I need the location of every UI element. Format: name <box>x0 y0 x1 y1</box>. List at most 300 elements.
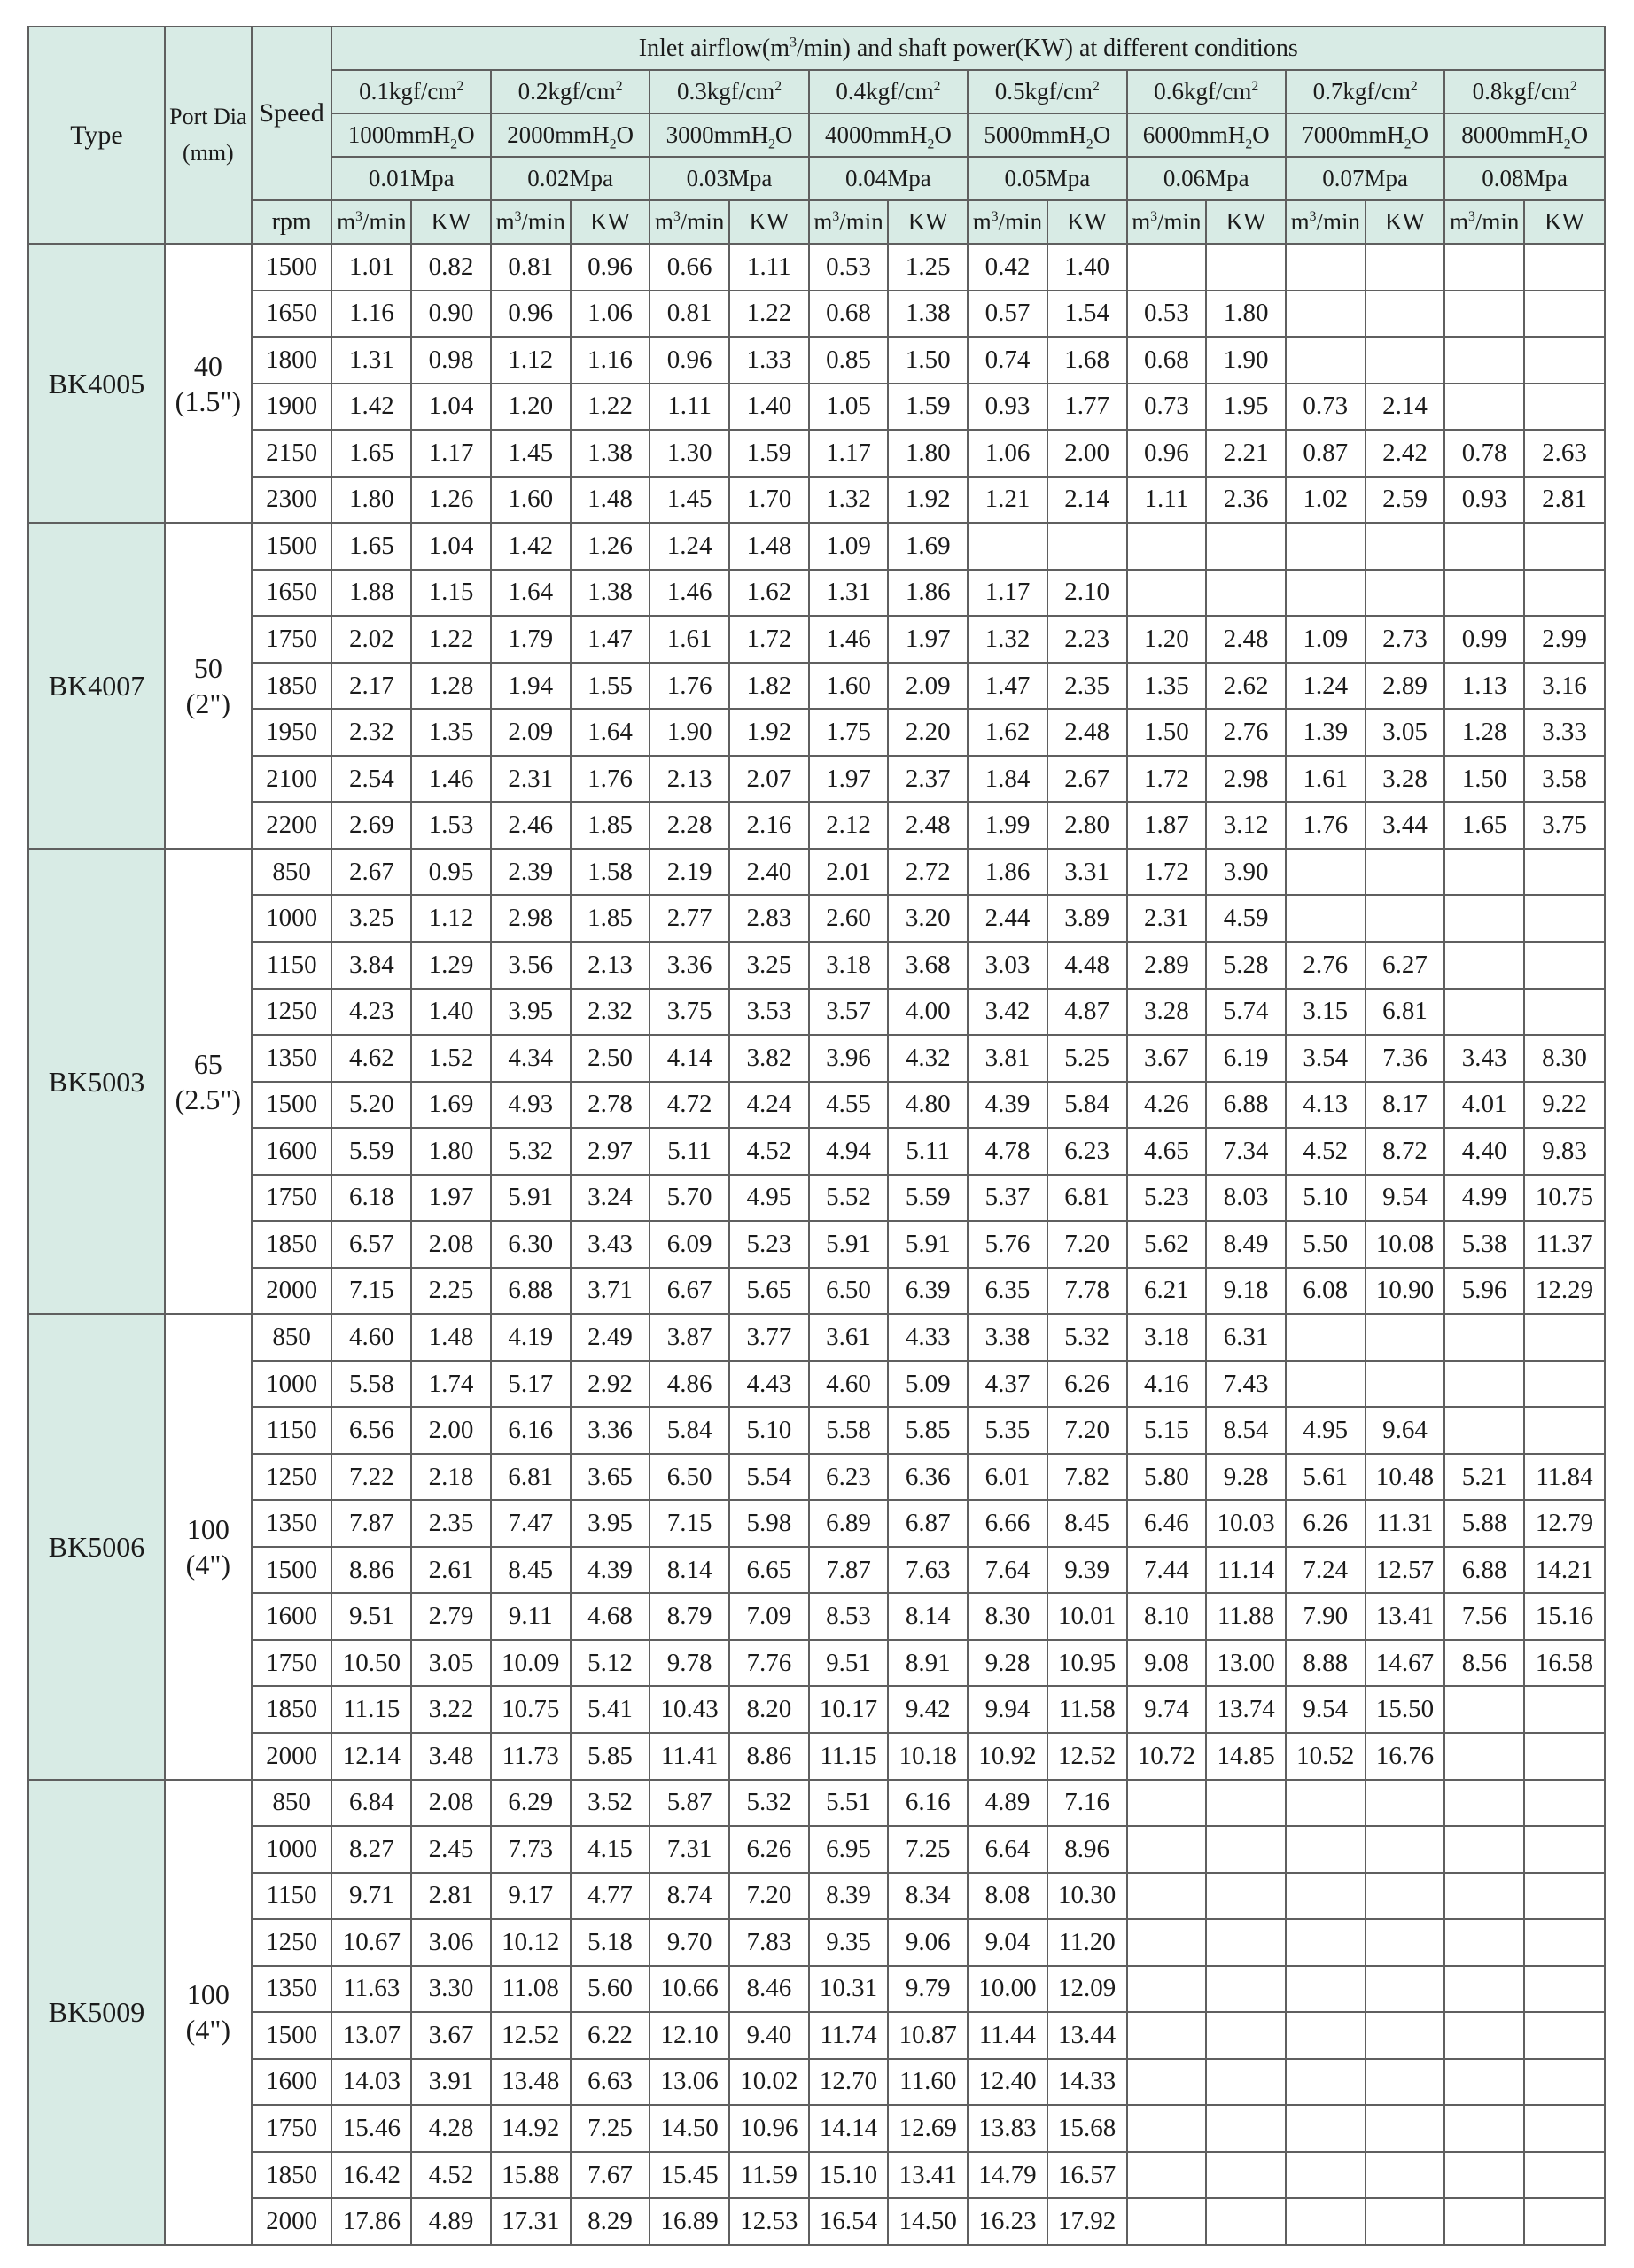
table-row <box>28 1873 1605 1920</box>
airflow-cell <box>1444 291 1524 338</box>
power-cell: 12.79 <box>1524 1500 1605 1547</box>
speed-cell: 850 <box>252 849 332 896</box>
power-cell: 14.33 <box>1047 2059 1127 2106</box>
airflow-cell: 10.09 <box>491 1640 571 1687</box>
speed-cell: 1650 <box>252 570 332 617</box>
power-cell: 6.31 <box>1206 1314 1286 1361</box>
power-cell: 1.28 <box>411 663 491 710</box>
airflow-cell: 2.31 <box>491 756 571 803</box>
airflow-cell <box>1286 1314 1366 1361</box>
power-cell: 1.38 <box>888 291 968 338</box>
power-cell: 4.80 <box>888 1082 968 1129</box>
airflow-cell <box>1286 337 1366 384</box>
airflow-cell: 1.62 <box>968 709 1047 756</box>
airflow-cell: 5.58 <box>809 1407 889 1454</box>
flow-unit-sup: 3 <box>991 209 999 224</box>
power-cell <box>1366 2059 1445 2106</box>
model-type-cell: BK4007 <box>28 523 165 849</box>
airflow-cell: 2.19 <box>650 849 729 896</box>
airflow-cell: 3.84 <box>331 942 411 989</box>
airflow-cell: 9.17 <box>491 1873 571 1920</box>
table-row <box>28 1175 1605 1222</box>
speed-cell: 1350 <box>252 1035 332 1082</box>
table-row <box>28 430 1605 477</box>
power-cell: 4.52 <box>729 1128 809 1175</box>
airflow-cell: 7.87 <box>331 1500 411 1547</box>
airflow-cell: 1.32 <box>809 477 889 524</box>
power-cell <box>1524 1686 1605 1733</box>
table-title-sup: 3 <box>790 34 798 50</box>
airflow-cell: 1.20 <box>1127 616 1207 663</box>
power-cell: 4.77 <box>571 1873 650 1920</box>
power-cell: 2.78 <box>571 1082 650 1129</box>
superscript-2: 2 <box>1569 79 1577 94</box>
speed-cell: 1000 <box>252 895 332 942</box>
airflow-cell: 1.11 <box>1127 477 1207 524</box>
airflow-cell <box>1444 2059 1524 2106</box>
flow-unit-sup: 3 <box>1309 209 1317 224</box>
airflow-cell: 1.24 <box>650 523 729 570</box>
power-cell: 10.01 <box>1047 1593 1127 1640</box>
airflow-cell: 3.57 <box>809 989 889 1036</box>
airflow-cell <box>1444 1966 1524 2013</box>
superscript-2: 2 <box>1093 79 1100 94</box>
airflow-cell: 9.51 <box>331 1593 411 1640</box>
flow-unit-header <box>650 200 729 244</box>
airflow-cell: 10.50 <box>331 1640 411 1687</box>
airflow-cell: 5.11 <box>650 1128 729 1175</box>
airflow-cell <box>1286 1361 1366 1408</box>
airflow-cell: 2.60 <box>809 895 889 942</box>
airflow-cell: 10.17 <box>809 1686 889 1733</box>
condition-mpa-header: 0.03Mpa <box>650 157 808 200</box>
airflow-cell: 2.13 <box>650 756 729 803</box>
airflow-cell: 2.54 <box>331 756 411 803</box>
airflow-cell: 3.95 <box>491 989 571 1036</box>
airflow-cell: 10.00 <box>968 1966 1047 2013</box>
airflow-cell: 1.12 <box>491 337 571 384</box>
power-cell: 2.00 <box>1047 430 1127 477</box>
condition-kgf-header <box>331 70 490 113</box>
power-cell: 2.23 <box>1047 616 1127 663</box>
speed-cell: 1750 <box>252 2105 332 2152</box>
airflow-cell: 1.65 <box>1444 802 1524 849</box>
power-cell: 10.90 <box>1366 1268 1445 1315</box>
power-cell <box>1524 1361 1605 1408</box>
letter-o: O <box>1252 121 1270 148</box>
speed-cell: 1150 <box>252 1407 332 1454</box>
power-cell: 6.26 <box>1047 1361 1127 1408</box>
airflow-cell: 3.38 <box>968 1314 1047 1361</box>
airflow-cell: 2.69 <box>331 802 411 849</box>
flow-unit-per-min: /min <box>521 208 565 235</box>
airflow-cell: 7.56 <box>1444 1593 1524 1640</box>
speed-cell: 1600 <box>252 2059 332 2106</box>
condition-mmh2o-label: 1000mmH <box>347 121 451 148</box>
airflow-cell <box>1444 523 1524 570</box>
airflow-cell: 1.99 <box>968 802 1047 849</box>
airflow-cell: 4.60 <box>331 1314 411 1361</box>
flow-unit-header <box>491 200 571 244</box>
power-cell: 1.90 <box>1206 337 1286 384</box>
power-cell: 4.00 <box>888 989 968 1036</box>
airflow-cell: 2.67 <box>331 849 411 896</box>
table-row <box>28 802 1605 849</box>
table-row <box>28 1826 1605 1873</box>
superscript-2: 2 <box>615 79 623 94</box>
airflow-cell: 1.72 <box>1127 756 1207 803</box>
airflow-cell <box>1444 2012 1524 2059</box>
airflow-cell: 4.62 <box>331 1035 411 1082</box>
power-cell: 5.23 <box>729 1221 809 1268</box>
power-cell: 2.36 <box>1206 477 1286 524</box>
power-cell: 4.24 <box>729 1082 809 1129</box>
airflow-cell <box>1286 570 1366 617</box>
speed-cell: 1500 <box>252 523 332 570</box>
power-cell: 7.43 <box>1206 1361 1286 1408</box>
airflow-cell: 5.17 <box>491 1361 571 1408</box>
speed-cell: 1000 <box>252 1826 332 1873</box>
condition-mmh2o-label: 3000mmH <box>665 121 769 148</box>
airflow-cell: 1.42 <box>491 523 571 570</box>
letter-o: O <box>457 121 475 148</box>
airflow-cell: 1.60 <box>491 477 571 524</box>
table-header <box>28 27 1605 244</box>
power-cell: 2.50 <box>571 1035 650 1082</box>
table-row <box>28 1593 1605 1640</box>
power-cell: 2.16 <box>729 802 809 849</box>
power-cell: 1.06 <box>571 291 650 338</box>
power-cell: 13.41 <box>1366 1593 1445 1640</box>
flow-unit-sup: 3 <box>514 209 522 224</box>
condition-mmh2o-label: 7000mmH <box>1302 121 1404 148</box>
airflow-cell: 6.35 <box>968 1268 1047 1315</box>
subscript-2: 2 <box>768 136 775 152</box>
power-cell: 6.22 <box>571 2012 650 2059</box>
condition-mpa-header: 0.07Mpa <box>1286 157 1444 200</box>
table-row <box>28 477 1605 524</box>
power-cell: 3.52 <box>571 1780 650 1827</box>
power-cell <box>1524 895 1605 942</box>
airflow-cell: 3.43 <box>1444 1035 1524 1082</box>
power-cell: 5.74 <box>1206 989 1286 1036</box>
power-cell <box>1366 2152 1445 2199</box>
power-cell: 1.92 <box>729 709 809 756</box>
airflow-cell <box>1444 1314 1524 1361</box>
power-cell: 4.95 <box>729 1175 809 1222</box>
power-cell: 7.20 <box>1047 1407 1127 1454</box>
power-cell: 15.50 <box>1366 1686 1445 1733</box>
power-cell <box>1524 1826 1605 1873</box>
power-cell: 2.09 <box>888 663 968 710</box>
power-cell: 6.27 <box>1366 942 1445 989</box>
airflow-cell: 3.54 <box>1286 1035 1366 1082</box>
flow-unit-sup: 3 <box>355 209 362 224</box>
subscript-2: 2 <box>1245 136 1253 152</box>
subscript-2: 2 <box>1404 136 1412 152</box>
table-row <box>28 1407 1605 1454</box>
airflow-cell: 6.26 <box>1286 1500 1366 1547</box>
flow-unit-m: m <box>654 208 673 235</box>
power-cell: 3.33 <box>1524 709 1605 756</box>
airflow-cell <box>1127 2012 1207 2059</box>
airflow-cell: 8.45 <box>491 1547 571 1594</box>
airflow-cell: 2.02 <box>331 616 411 663</box>
power-cell <box>1366 1966 1445 2013</box>
power-cell: 6.23 <box>1047 1128 1127 1175</box>
airflow-cell: 1.80 <box>331 477 411 524</box>
speed-cell: 1750 <box>252 1175 332 1222</box>
power-cell: 7.78 <box>1047 1268 1127 1315</box>
speed-cell: 1850 <box>252 2152 332 2199</box>
power-cell: 3.31 <box>1047 849 1127 896</box>
power-cell: 0.96 <box>571 244 650 291</box>
port-dia-unit: (mm) <box>182 139 234 166</box>
table-row <box>28 1128 1605 1175</box>
speed-cell: 1750 <box>252 616 332 663</box>
speed-cell: 1900 <box>252 384 332 431</box>
table-row <box>28 2105 1605 2152</box>
power-cell: 16.57 <box>1047 2152 1127 2199</box>
power-cell: 12.53 <box>729 2198 809 2245</box>
table-row <box>28 1547 1605 1594</box>
airflow-cell: 0.99 <box>1444 616 1524 663</box>
power-cell: 12.52 <box>1047 1733 1127 1780</box>
condition-kgf-label: 0.7kgf/cm <box>1312 78 1411 105</box>
airflow-cell: 9.28 <box>968 1640 1047 1687</box>
condition-kgf-label: 0.2kgf/cm <box>517 78 616 105</box>
power-cell: 3.95 <box>571 1500 650 1547</box>
speed-cell: 1350 <box>252 1500 332 1547</box>
airflow-cell <box>1127 570 1207 617</box>
power-cell <box>1366 1314 1445 1361</box>
airflow-cell: 15.10 <box>809 2152 889 2199</box>
power-unit-header: KW <box>411 200 491 244</box>
power-cell: 1.72 <box>729 616 809 663</box>
airflow-cell: 10.66 <box>650 1966 729 2013</box>
table-row <box>28 756 1605 803</box>
power-cell: 12.09 <box>1047 1966 1127 2013</box>
power-cell: 4.48 <box>1047 942 1127 989</box>
condition-mpa-header: 0.05Mpa <box>968 157 1126 200</box>
airflow-cell: 10.52 <box>1286 1733 1366 1780</box>
power-cell <box>1366 244 1445 291</box>
airflow-cell: 0.78 <box>1444 430 1524 477</box>
airflow-cell: 4.26 <box>1127 1082 1207 1129</box>
airflow-cell: 4.65 <box>1127 1128 1207 1175</box>
airflow-cell: 1.17 <box>809 430 889 477</box>
speed-cell: 1500 <box>252 1082 332 1129</box>
power-cell: 6.81 <box>1366 989 1445 1036</box>
power-cell: 1.22 <box>729 291 809 338</box>
airflow-cell: 7.44 <box>1127 1547 1207 1594</box>
airflow-cell <box>1127 2198 1207 2245</box>
letter-o: O <box>774 121 793 148</box>
port-dia-cell <box>165 523 252 849</box>
power-cell: 14.21 <box>1524 1547 1605 1594</box>
airflow-cell <box>1127 1780 1207 1827</box>
power-cell: 10.18 <box>888 1733 968 1780</box>
airflow-cell: 9.74 <box>1127 1686 1207 1733</box>
airflow-cell: 4.19 <box>491 1314 571 1361</box>
airflow-cell <box>1127 2059 1207 2106</box>
power-cell: 0.90 <box>411 291 491 338</box>
power-cell: 3.91 <box>411 2059 491 2106</box>
airflow-cell <box>1286 2198 1366 2245</box>
airflow-cell: 1.35 <box>1127 663 1207 710</box>
airflow-cell: 1.46 <box>650 570 729 617</box>
airflow-cell: 13.48 <box>491 2059 571 2106</box>
power-cell: 6.63 <box>571 2059 650 2106</box>
speed-cell: 1950 <box>252 709 332 756</box>
airflow-cell: 3.15 <box>1286 989 1366 1036</box>
airflow-cell: 1.02 <box>1286 477 1366 524</box>
power-cell <box>1366 523 1445 570</box>
table-row <box>28 895 1605 942</box>
power-cell <box>1366 1826 1445 1873</box>
airflow-cell: 4.78 <box>968 1128 1047 1175</box>
power-cell: 3.68 <box>888 942 968 989</box>
power-cell: 1.38 <box>571 430 650 477</box>
power-cell: 8.30 <box>1524 1035 1605 1082</box>
power-cell: 1.50 <box>888 337 968 384</box>
power-cell: 1.62 <box>729 570 809 617</box>
power-cell: 1.04 <box>411 523 491 570</box>
power-cell: 1.48 <box>571 477 650 524</box>
airflow-cell <box>1444 570 1524 617</box>
airflow-cell: 7.15 <box>331 1268 411 1315</box>
power-cell: 2.18 <box>411 1454 491 1501</box>
power-cell: 5.98 <box>729 1500 809 1547</box>
power-cell: 8.72 <box>1366 1128 1445 1175</box>
airflow-cell: 4.40 <box>1444 1128 1524 1175</box>
speed-cell: 1600 <box>252 1128 332 1175</box>
power-cell: 17.92 <box>1047 2198 1127 2245</box>
power-cell: 5.85 <box>571 1733 650 1780</box>
airflow-cell: 5.76 <box>968 1221 1047 1268</box>
airflow-cell <box>1444 849 1524 896</box>
flow-unit-per-min: /min <box>1157 208 1202 235</box>
power-cell: 1.40 <box>1047 244 1127 291</box>
airflow-cell: 6.50 <box>650 1454 729 1501</box>
subscript-2: 2 <box>1085 136 1093 152</box>
power-cell: 2.14 <box>1366 384 1445 431</box>
power-cell: 1.26 <box>571 523 650 570</box>
airflow-cell: 1.46 <box>809 616 889 663</box>
power-cell <box>1366 337 1445 384</box>
power-cell <box>1206 244 1286 291</box>
airflow-cell: 5.35 <box>968 1407 1047 1454</box>
airflow-cell: 3.87 <box>650 1314 729 1361</box>
power-cell: 7.25 <box>571 2105 650 2152</box>
airflow-cell <box>1444 1780 1524 1827</box>
airflow-cell: 5.10 <box>1286 1175 1366 1222</box>
power-cell: 4.59 <box>1206 895 1286 942</box>
airflow-cell <box>1444 942 1524 989</box>
airflow-cell: 5.32 <box>491 1128 571 1175</box>
power-cell: 1.85 <box>571 895 650 942</box>
speed-cell: 850 <box>252 1314 332 1361</box>
airflow-cell: 6.56 <box>331 1407 411 1454</box>
airflow-cell <box>1444 2105 1524 2152</box>
power-cell <box>1366 570 1445 617</box>
power-cell <box>1366 291 1445 338</box>
power-cell: 4.89 <box>411 2198 491 2245</box>
table-row <box>28 942 1605 989</box>
airflow-cell <box>1127 1966 1207 2013</box>
condition-mmh2o-label: 5000mmH <box>984 121 1086 148</box>
airflow-cell: 3.25 <box>331 895 411 942</box>
power-cell <box>1366 895 1445 942</box>
airflow-cell: 5.50 <box>1286 1221 1366 1268</box>
airflow-cell: 1.47 <box>968 663 1047 710</box>
power-cell: 7.83 <box>729 1919 809 1966</box>
condition-mmh2o-label: 8000mmH <box>1461 121 1564 148</box>
power-unit-header: KW <box>729 200 809 244</box>
airflow-cell: 7.90 <box>1286 1593 1366 1640</box>
power-cell <box>1206 1826 1286 1873</box>
airflow-cell: 1.65 <box>331 523 411 570</box>
airflow-cell: 10.12 <box>491 1919 571 1966</box>
airflow-cell: 2.31 <box>1127 895 1207 942</box>
airflow-cell: 0.93 <box>968 384 1047 431</box>
airflow-cell: 1.86 <box>968 849 1047 896</box>
airflow-cell: 6.64 <box>968 1826 1047 1873</box>
power-cell <box>1524 989 1605 1036</box>
airflow-cell: 3.18 <box>1127 1314 1207 1361</box>
condition-mpa-header: 0.08Mpa <box>1444 157 1605 200</box>
airflow-cell: 7.22 <box>331 1454 411 1501</box>
airflow-cell: 11.15 <box>331 1686 411 1733</box>
airflow-cell: 4.13 <box>1286 1082 1366 1129</box>
airflow-cell: 1.64 <box>491 570 571 617</box>
airflow-cell: 6.84 <box>331 1780 411 1827</box>
power-cell: 8.49 <box>1206 1221 1286 1268</box>
condition-mmh2o-header <box>650 113 808 157</box>
power-cell: 6.81 <box>1047 1175 1127 1222</box>
table-row <box>28 570 1605 617</box>
port-dia-mm: 50 <box>193 652 222 685</box>
power-cell: 8.03 <box>1206 1175 1286 1222</box>
power-cell: 4.52 <box>411 2152 491 2199</box>
airflow-cell: 6.21 <box>1127 1268 1207 1315</box>
power-cell: 5.11 <box>888 1128 968 1175</box>
model-type-cell: BK5003 <box>28 849 165 1314</box>
speed-cell: 1250 <box>252 1919 332 1966</box>
airflow-cell <box>1444 2198 1524 2245</box>
power-cell: 5.91 <box>888 1221 968 1268</box>
power-cell: 1.77 <box>1047 384 1127 431</box>
airflow-cell: 10.92 <box>968 1733 1047 1780</box>
power-cell: 9.83 <box>1524 1128 1605 1175</box>
airflow-cell: 3.56 <box>491 942 571 989</box>
port-dia-mm: 65 <box>193 1047 222 1080</box>
table-row <box>28 1221 1605 1268</box>
power-cell: 2.48 <box>888 802 968 849</box>
speed-cell: 1850 <box>252 663 332 710</box>
table-row <box>28 989 1605 1036</box>
airflow-cell: 11.74 <box>809 2012 889 2059</box>
speed-cell: 2000 <box>252 2198 332 2245</box>
letter-o: O <box>1570 121 1589 148</box>
power-cell: 2.48 <box>1206 616 1286 663</box>
airflow-cell: 2.01 <box>809 849 889 896</box>
flow-unit-header <box>1286 200 1366 244</box>
superscript-2: 2 <box>933 79 941 94</box>
power-cell: 3.43 <box>571 1221 650 1268</box>
table-title-post: /min) and shaft power(KW) at different conditions <box>797 34 1298 62</box>
power-cell: 3.90 <box>1206 849 1286 896</box>
